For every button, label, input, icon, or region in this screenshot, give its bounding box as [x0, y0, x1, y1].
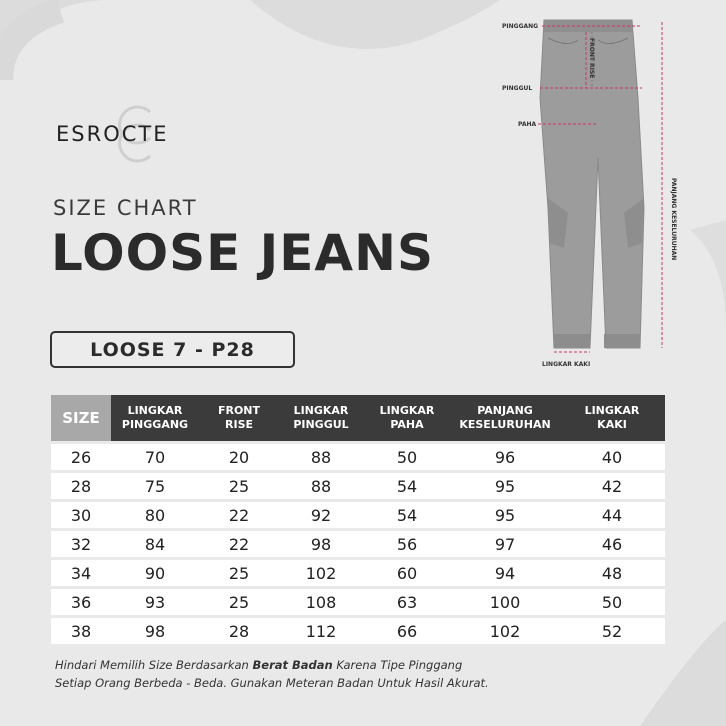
cell-thigh: 50 — [363, 444, 451, 470]
cell-leg-opening: 46 — [559, 531, 665, 557]
cell-full-length: 95 — [451, 473, 559, 499]
cell-leg-opening: 52 — [559, 618, 665, 644]
thigh-label: PAHA — [518, 121, 537, 128]
table-row — [51, 589, 665, 615]
table-row — [51, 444, 665, 470]
leg-opening-label: LINGKAR KAKI — [542, 361, 591, 368]
header-full-length: PANJANG KESELURUHAN — [451, 395, 559, 441]
cell-front-rise: 22 — [199, 502, 279, 528]
cell-front-rise: 20 — [199, 444, 279, 470]
cell-thigh: 56 — [363, 531, 451, 557]
cell-size: 30 — [51, 502, 111, 528]
full-length-label: PANJANG KESELURUHAN — [670, 178, 677, 261]
cell-front-rise: 25 — [199, 589, 279, 615]
header-leg-opening: LINGKAR KAKI — [559, 395, 665, 441]
cell-front-rise: 22 — [199, 531, 279, 557]
cell-full-length: 100 — [451, 589, 559, 615]
note-text-line2: Setiap Orang Berbeda - Beda. Gunakan Meteran Badan Untuk Hasil Akurat. — [55, 676, 489, 690]
table-row — [51, 502, 665, 528]
cell-hip: 88 — [279, 444, 363, 470]
cell-front-rise: 25 — [199, 473, 279, 499]
page-title: LOOSE JEANS — [51, 224, 434, 282]
cell-hip: 98 — [279, 531, 363, 557]
cell-thigh: 60 — [363, 560, 451, 586]
cell-leg-opening: 50 — [559, 589, 665, 615]
header-front-rise: FRONT RISE — [199, 395, 279, 441]
cell-leg-opening: 48 — [559, 560, 665, 586]
cell-size: 34 — [51, 560, 111, 586]
jeans-measurement-diagram — [498, 8, 698, 370]
model-label-box — [50, 331, 295, 368]
cell-leg-opening: 42 — [559, 473, 665, 499]
header-size: SIZE — [51, 395, 111, 441]
model-label: LOOSE 7 - P28 — [90, 338, 255, 361]
note-text-part2: Karena Tipe Pinggang — [332, 658, 463, 672]
cell-thigh: 54 — [363, 502, 451, 528]
cell-full-length: 96 — [451, 444, 559, 470]
cell-waist: 70 — [111, 444, 199, 470]
brand-logo — [56, 98, 196, 168]
cell-full-length: 95 — [451, 502, 559, 528]
cell-hip: 112 — [279, 618, 363, 644]
cell-waist: 90 — [111, 560, 199, 586]
cell-front-rise: 25 — [199, 560, 279, 586]
waist-label: PINGGANG — [502, 23, 539, 30]
cell-size: 28 — [51, 473, 111, 499]
cell-thigh: 54 — [363, 473, 451, 499]
hip-label: PINGGUL — [502, 85, 533, 92]
header-hip: LINGKAR PINGGUL — [279, 395, 363, 441]
header-waist: LINGKAR PINGGANG — [111, 395, 199, 441]
cell-hip: 92 — [279, 502, 363, 528]
page-subtitle: SIZE CHART — [53, 196, 198, 220]
cell-hip: 88 — [279, 473, 363, 499]
cell-size: 26 — [51, 444, 111, 470]
cell-leg-opening: 44 — [559, 502, 665, 528]
table-row — [51, 473, 665, 499]
cell-full-length: 97 — [451, 531, 559, 557]
cell-front-rise: 28 — [199, 618, 279, 644]
cell-thigh: 66 — [363, 618, 451, 644]
front-rise-label: FRONT RISE — [588, 38, 595, 79]
sizing-note — [55, 656, 489, 692]
cell-thigh: 63 — [363, 589, 451, 615]
cell-full-length: 94 — [451, 560, 559, 586]
cell-waist: 93 — [111, 589, 199, 615]
brand-name: ESROCTE — [56, 122, 169, 146]
size-chart-table — [51, 392, 665, 647]
cell-size: 32 — [51, 531, 111, 557]
cell-leg-opening: 40 — [559, 444, 665, 470]
cell-waist: 80 — [111, 502, 199, 528]
cell-size: 36 — [51, 589, 111, 615]
table-header-row — [51, 395, 665, 441]
header-thigh: LINGKAR PAHA — [363, 395, 451, 441]
cell-waist: 75 — [111, 473, 199, 499]
table-row — [51, 618, 665, 644]
table-row — [51, 531, 665, 557]
cell-waist: 84 — [111, 531, 199, 557]
note-text-bold: Berat Badan — [252, 658, 333, 672]
cell-waist: 98 — [111, 618, 199, 644]
cell-full-length: 102 — [451, 618, 559, 644]
table-row — [51, 560, 665, 586]
cell-hip: 108 — [279, 589, 363, 615]
cell-hip: 102 — [279, 560, 363, 586]
note-text-part1: Hindari Memilih Size Berdasarkan — [55, 658, 253, 672]
cell-size: 38 — [51, 618, 111, 644]
